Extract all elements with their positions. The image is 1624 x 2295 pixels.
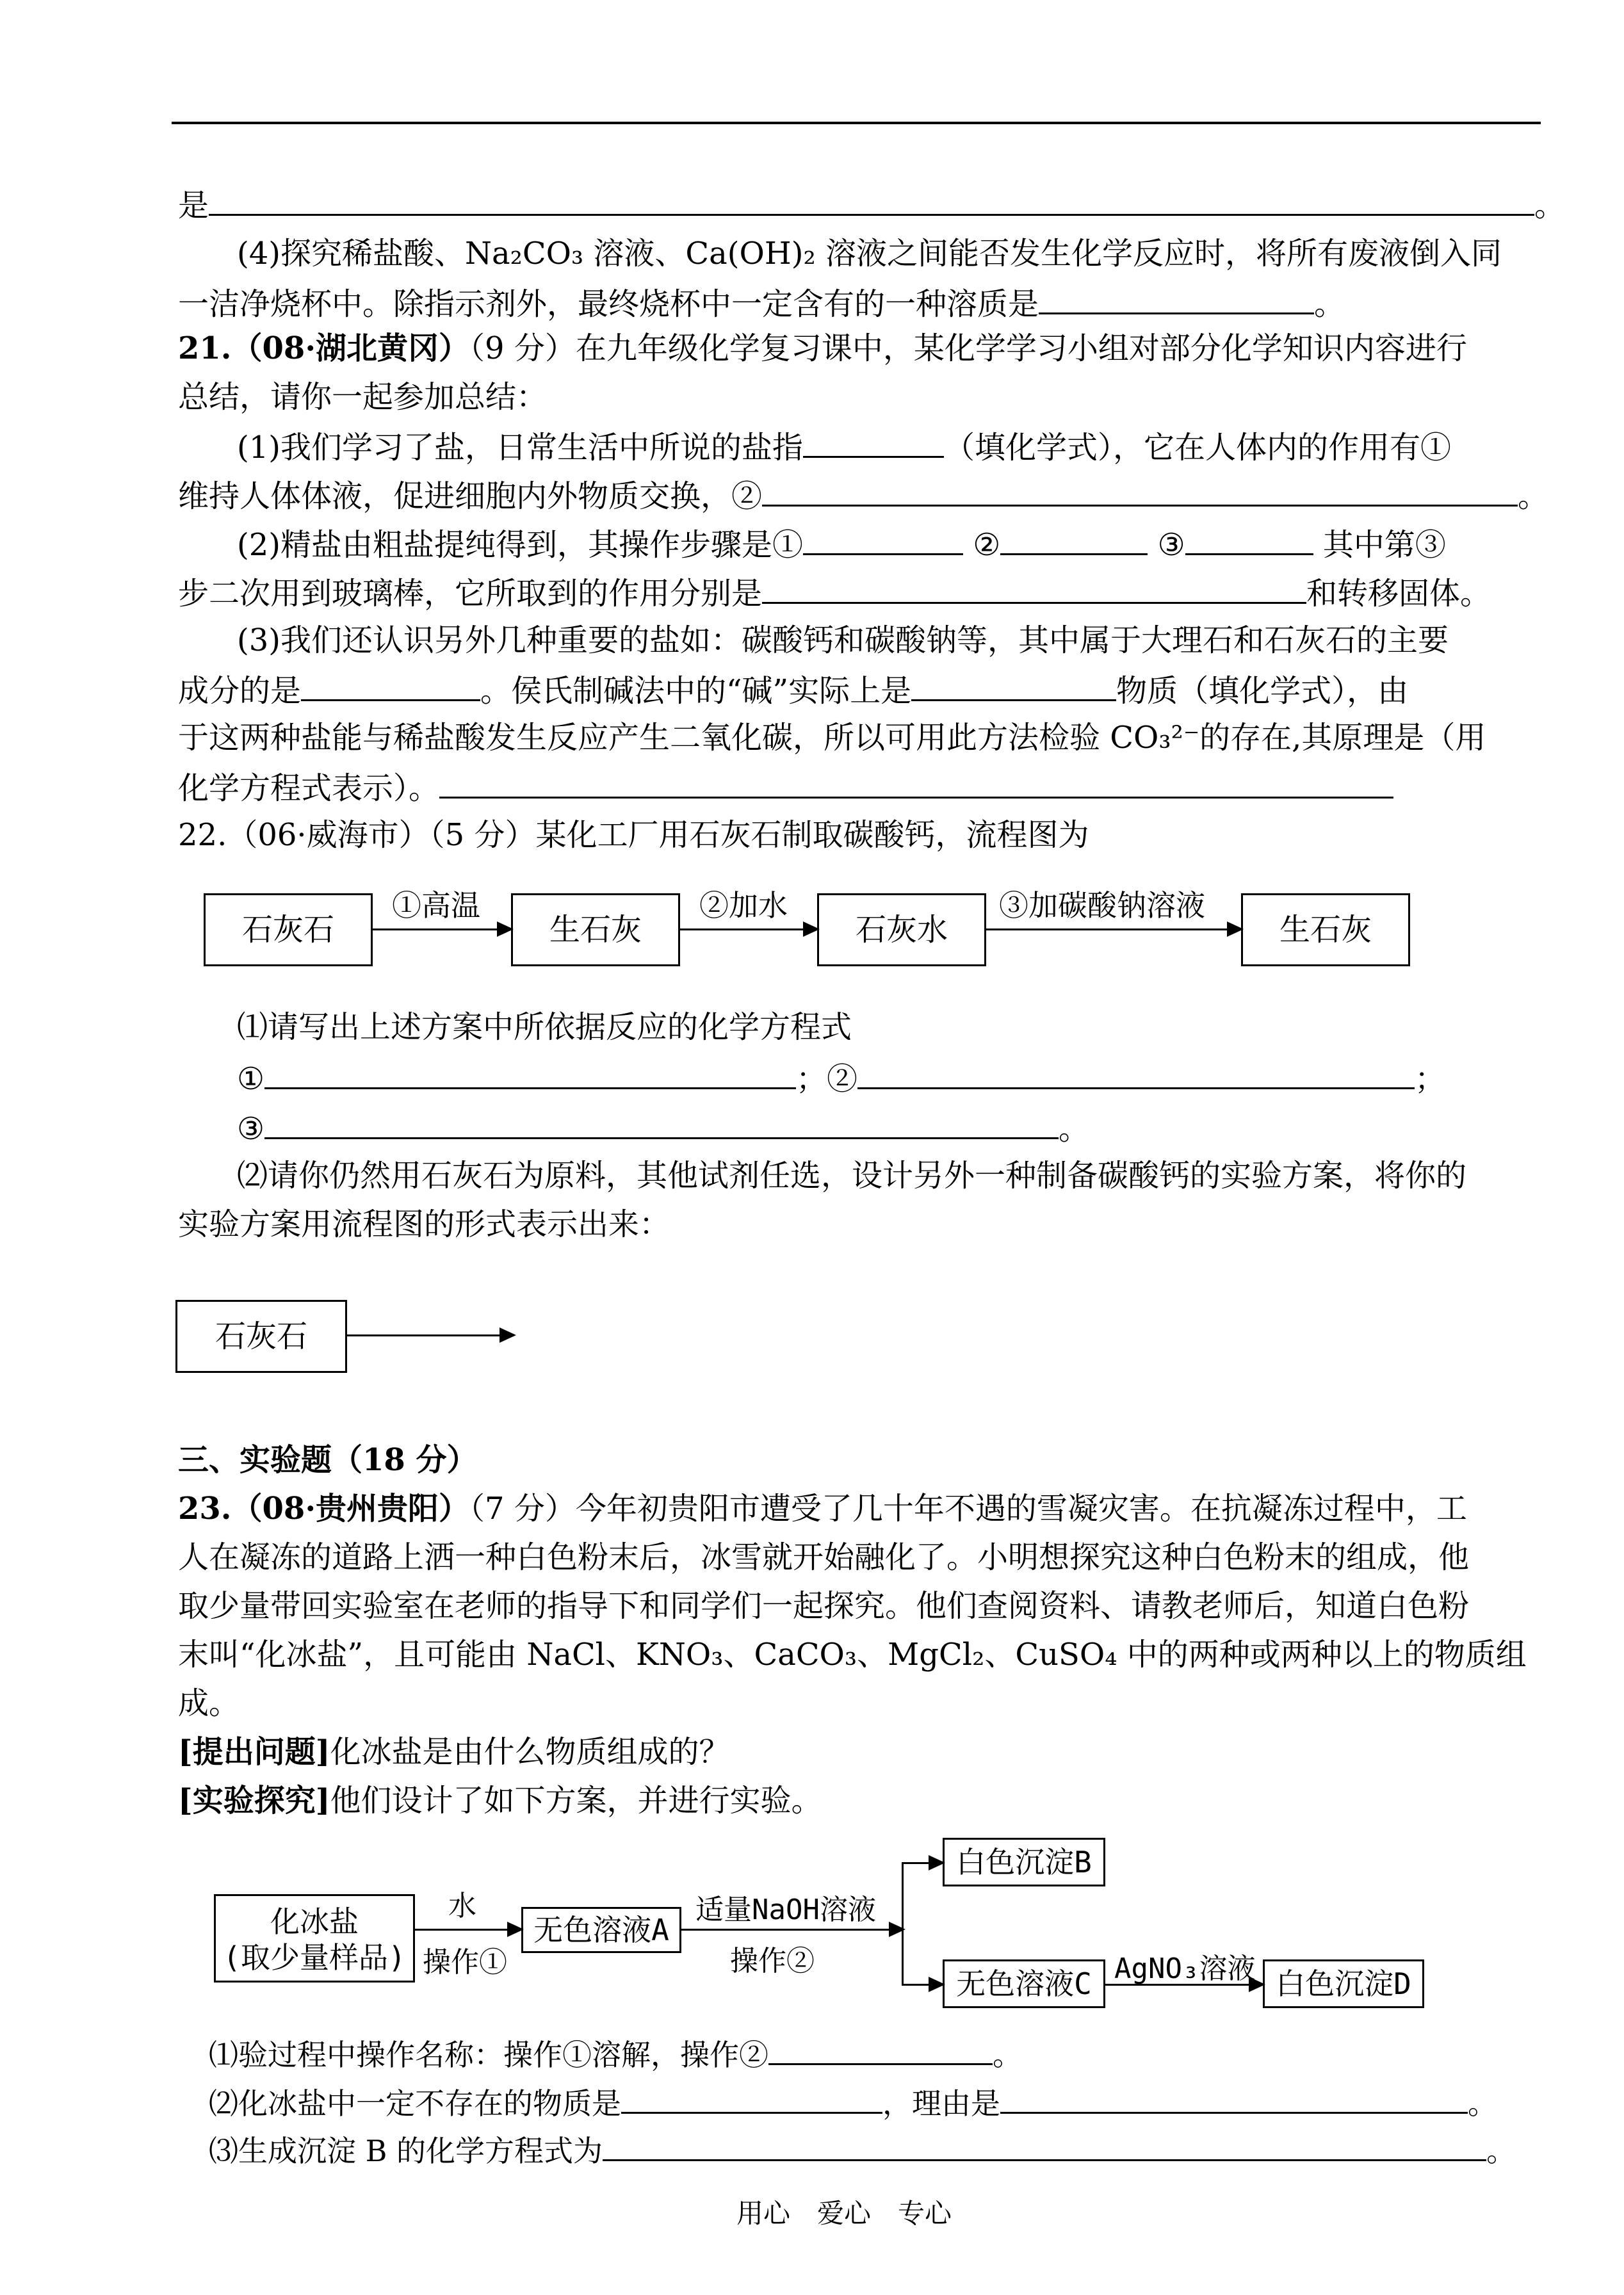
text-line: ⑵请你仍然用石灰石为原料，其他试剂任选，设计另外一种制备碳酸钙的实验方案，将你的 bbox=[237, 1158, 1467, 1194]
flow1-box-limestone: 石灰石 bbox=[204, 893, 373, 966]
answer-blank[interactable] bbox=[264, 1058, 796, 1089]
answer-blank[interactable] bbox=[762, 475, 1518, 507]
answer-blank[interactable] bbox=[209, 184, 1534, 216]
answer-blank[interactable] bbox=[1000, 2082, 1468, 2114]
answer-blank[interactable] bbox=[803, 524, 963, 555]
text-line: ⑴请写出上述方案中所依据反应的化学方程式 bbox=[237, 1009, 852, 1045]
flow1-arrow-3-label: ③加碳酸钠溶液 bbox=[999, 888, 1205, 923]
flow3-box-solution-a: 无色溶液A bbox=[521, 1907, 681, 1953]
answer-blank[interactable] bbox=[911, 670, 1116, 701]
text-line: 化学方程式表示）。 bbox=[178, 767, 1393, 807]
section-3-heading: 三、实验题（18 分） bbox=[178, 1442, 478, 1478]
flow3-arrow-1-bottom: 操作① bbox=[423, 1946, 507, 1979]
text-line: 末叫“化冰盐”，且可能由 NaCl、KNO₃、CaCO₃、MgCl₂、CuSO₄ 中的两种或两种以上的物质组 bbox=[178, 1637, 1527, 1673]
question-21-header: 21.（08·湖北黄冈）（9 分）在九年级化学复习课中，某化学学习小组对部分化学知识内容进行 bbox=[178, 330, 1467, 366]
answer-blank[interactable] bbox=[621, 2082, 882, 2114]
page-footer: 用心 爱心 专心 bbox=[736, 2198, 952, 2229]
text-line: 步二次用到玻璃棒，它所取到的作用分别是 和转移固体。 bbox=[178, 572, 1491, 613]
flow3-arrow-2-top: 适量NaOH溶液 bbox=[695, 1894, 876, 1926]
flow3-arrow-1 bbox=[415, 1929, 521, 1931]
answer-blank[interactable] bbox=[768, 2034, 993, 2065]
flow1-arrow-3 bbox=[986, 929, 1241, 930]
question-23-header: 23.（08·贵州贵阳）（7 分）今年初贵阳市遭受了几十年不遇的雪凝灾害。在抗凝冻过程中，工 bbox=[178, 1491, 1467, 1527]
flow2-box-limestone: 石灰石 bbox=[175, 1300, 347, 1373]
flow1-box-limewater: 石灰水 bbox=[817, 893, 986, 966]
flow3-arrow-1-top: 水 bbox=[448, 1890, 476, 1922]
flow3-box-precipitate-b: 白色沉淀B bbox=[943, 1838, 1105, 1886]
text-line: (3)我们还认识另外几种重要的盐如：碳酸钙和碳酸钠等，其中属于大理石和石灰石的主要 bbox=[237, 622, 1449, 658]
answer-blank[interactable] bbox=[301, 670, 480, 701]
text-line: [提出问题]化冰盐是由什么物质组成的？ bbox=[178, 1734, 730, 1770]
answer-blank[interactable] bbox=[762, 572, 1306, 604]
text-line: (4)探究稀盐酸、Na₂CO₃ 溶液、Ca(OH)₂ 溶液之间能否发生化学反应时，将所有废液倒入同 bbox=[237, 236, 1502, 272]
answer-blank[interactable] bbox=[1185, 524, 1313, 555]
text-line: ⑴验过程中操作名称：操作①溶解，操作② 。 bbox=[209, 2034, 1022, 2074]
answer-blank[interactable] bbox=[1039, 283, 1314, 314]
answer-blank[interactable] bbox=[439, 767, 1393, 799]
header-rule bbox=[172, 122, 1541, 124]
flow3-box-sample: 化冰盐 (取少量样品) bbox=[214, 1894, 415, 1983]
flow3-box-solution-c: 无色溶液C bbox=[943, 1959, 1105, 2008]
flow3-arrow-2-bottom: 操作② bbox=[730, 1945, 815, 1977]
text-line: 是 。 bbox=[178, 184, 1565, 225]
flow3-arrow-3-top: AgNO₃溶液 bbox=[1114, 1952, 1256, 1985]
text-line: ③ 。 bbox=[237, 1108, 1089, 1148]
flow2-arrow bbox=[347, 1334, 514, 1336]
flow1-arrow-2-label: ②加水 bbox=[699, 888, 788, 923]
flow3-arrow-to-b bbox=[902, 1862, 943, 1864]
text-line: 总结，请你一起参加总结： bbox=[178, 379, 548, 415]
flow1-arrow-1 bbox=[373, 929, 511, 930]
text-line: 实验方案用流程图的形式表示出来： bbox=[178, 1206, 670, 1242]
text-line: ① ；② ； bbox=[237, 1058, 1445, 1098]
flow1-arrow-2 bbox=[680, 929, 817, 930]
text-line: 维持人体体液，促进细胞内外物质交换，② 。 bbox=[178, 475, 1548, 515]
text-line: 成。 bbox=[178, 1685, 240, 1721]
answer-blank[interactable] bbox=[857, 1058, 1415, 1089]
text-line: ⑶生成沉淀 B 的化学方程式为 。 bbox=[209, 2130, 1516, 2170]
answer-blank[interactable] bbox=[1000, 524, 1148, 555]
flow3-branch-line bbox=[902, 1862, 904, 1985]
flow3-box-precipitate-d: 白色沉淀D bbox=[1263, 1959, 1424, 2008]
text-line: 取少量带回实验室在老师的指导下和同学们一起探究。他们查阅资料、请教老师后，知道白色粉 bbox=[178, 1588, 1470, 1624]
answer-blank[interactable] bbox=[803, 426, 944, 458]
text-line: 一洁净烧杯中。除指示剂外，最终烧杯中一定含有的一种溶质是 。 bbox=[178, 283, 1345, 323]
text-line: (2)精盐由粗盐提纯得到，其操作步骤是① ② ③ 其中第③ bbox=[237, 524, 1446, 564]
flow3-arrow-to-c bbox=[902, 1984, 943, 1986]
flow1-arrow-1-label: ①高温 bbox=[392, 888, 480, 923]
text-line: (1)我们学习了盐，日常生活中所说的盐指 （填化学式），它在人体内的作用有① bbox=[237, 426, 1451, 467]
flow1-box-quicklime: 生石灰 bbox=[511, 893, 680, 966]
question-22-header: 22.（06·威海市）（5 分）某化工厂用石灰石制取碳酸钙，流程图为 bbox=[178, 817, 1089, 853]
answer-blank[interactable] bbox=[603, 2130, 1486, 2161]
text-line: 人在凝冻的道路上洒一种白色粉末后，冰雪就开始融化了。小明想探究这种白色粉末的组成，他 bbox=[178, 1539, 1470, 1575]
flow3-arrow-2-shaft bbox=[681, 1929, 903, 1931]
flow1-box-product: 生石灰 bbox=[1241, 893, 1410, 966]
text-line: ⑵化冰盐中一定不存在的物质是 ，理由是 。 bbox=[209, 2082, 1497, 2123]
text-line: 于这两种盐能与稀盐酸发生反应产生二氧化碳，所以可用此方法检验 CO₃²⁻的存在,其原理是（用 bbox=[178, 720, 1486, 756]
text-line: 成分的是 。侯氏制碱法中的“碱”实际上是 物质（填化学式），由 bbox=[178, 670, 1408, 710]
answer-blank[interactable] bbox=[264, 1108, 1059, 1139]
text-line: [实验探究]他们设计了如下方案，并进行实验。 bbox=[178, 1783, 822, 1819]
